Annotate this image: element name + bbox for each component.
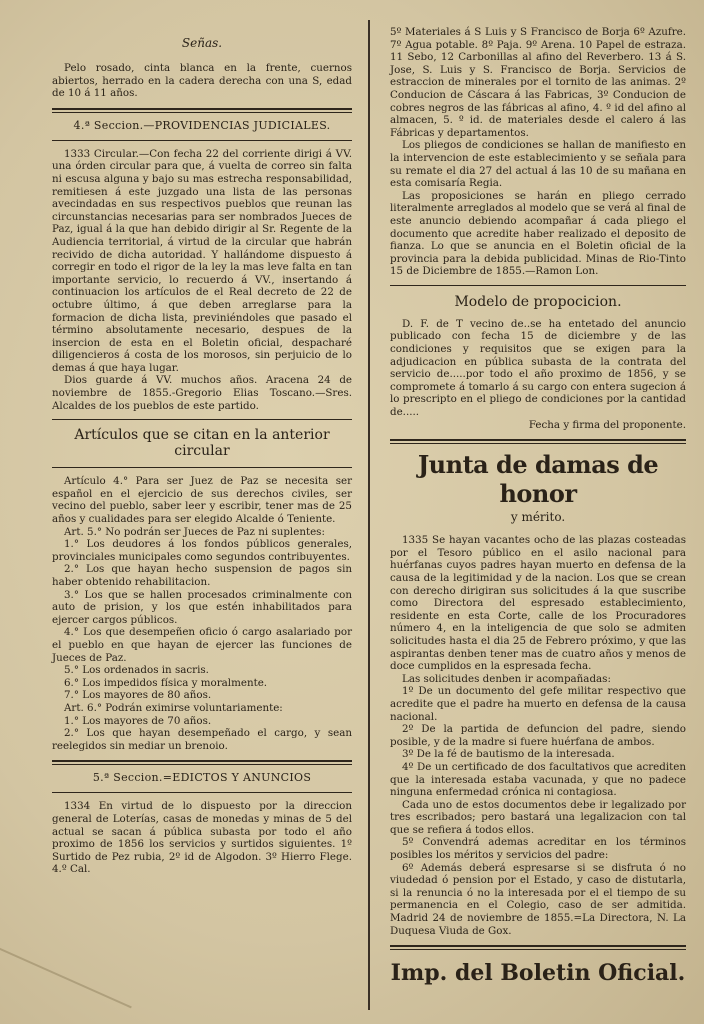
circular-1333: 1333 Circular.—Con fecha 22 del corriente dirigi á VV. una órden circular para que, á vuelta de correo sin falta ni escusa alguna y bajo su mas estrecha responsabilidad, remitiesen á este juzgado una lista de las personas avecindadas en sus respectivos pueblos que reunan las circunstancias necesarias para ser nombrados Jueces de Paz, igual á la que han debido dirigir al Sr. Regente de la Audiencia territorial, á virtud de la circular que habrán recivido de dicha autoridad. Y hallándome dispuesto á corregir en todo el rigor de la ley la mas leve falta en tan importante servicio, lo recuerdo á VV., insertando á continuacion los artículos de el Real decreto de 22 de octubre último, á que deben arreglarse para la formacion de dicha lista, previniéndoles que pasado el término absolutamente necesario, despues de la insercion de esta en el Boletin oficial, despacharé diligencieros á costa de los morosos, sin perjuicio de lo demas á que haya lugar. — [52, 147, 352, 374]
edict-conditions: Los pliegos de condiciones se hallan de manifiesto en la intervencion de este establecimiento y se señala para su remate el dia 27 del actual á las 10 de su mañana en esta comisaría Regia. — [390, 139, 686, 190]
edict-continuation: 5º Materiales á S Luis y S Francisco de Borja 6º Azufre. 7º Agua potable. 8º Paja. 9º Arena. 10 Papel de estraza. 11 Sebo, 12 Carbonillas al afino del Reverbero. 13 á S. Jose, S. Luis y S. Francisco de Borja. Servicios de estraccion de minerales por el tornito de las animas. 2º Conducion de Cáscara á las Fabricas, 3º Conducion de cobres negros de las fábricas al afino, 4. º id del afino al almacen, 5. º id. de materiales desde el calero á las Fábricas y departamentos. — [390, 26, 686, 139]
section-divider — [390, 439, 686, 444]
articulos-title: Artículos que se citan en la anterior circular — [74, 427, 330, 460]
list-item: 5.° Los ordenados in sacris. — [64, 664, 209, 677]
list-item: 1.° Los deudores á los fondos públicos generales, provinciales municipales como segundos contribuyentes. — [52, 538, 352, 563]
list-item: 3º De la fé de bautismo de la interesada. — [402, 748, 615, 761]
circular-signature: Dios guarde á VV. muchos años. Aracena 24 de noviembre de 1855.-Gregorio Elias Toscano.—Sres. Alcaldes de los pueblos de este partido. — [52, 374, 352, 412]
divider — [52, 419, 352, 420]
junta-notice-1335: 1335 Se hayan vacantes ocho de las plazas costeadas por el Tesoro público en el asilo nacional para huérfanas cuyos padres hayan muerto en defensa de la causa de la legitimidad y de la nacion. Los que se crean con derecho dirigiran sus solicitudes á la que suscribe como Directora del espresado establecimiento, residente en esta Corte, calle de los Procuradores número 4, en la inteligencia de que solo se admiten solicitudes hasta el dia 25 de Febrero próximo, y que las aspirantas denben tener mas de cuatro años y menos de doce cumplidos en la espresada fecha. — [390, 534, 686, 673]
edict-1334: 1334 En virtud de lo dispuesto por la direccion general de Loterías, casas de monedas y minas de 5 del actual se sacan á pública subasta por todo el año proximo de 1856 los servicios y surtidos siguientes. 1º Surtido de Pez rubia, 2º id de Algodon. 3º Hierro Flege. 4.º Cal. — [52, 800, 352, 876]
article-5: Art. 5.° No podrán ser Jueces de Paz ni suplentes: — [64, 525, 325, 538]
list-item: 4º De un certificado de dos facultativos que acrediten que la interesada estaba vacunada, y que no padece ninguna enfermedad crónica ni contagiosa. — [390, 760, 686, 799]
modelo-text: D. F. de T vecino de..se ha entetado del anuncio publicado con fecha 15 de diciembre y de las condiciones y requisitos que se exigen para la adjudicacion en pública subasta de la contrata del servicio de.....por todo el año proximo de 1856, y se compromete á tomarlo á su cargo con entera sugecion á lo prescripto en el pliego de condiciones por la cantidad de..... — [390, 317, 686, 419]
edict-proposals: Las proposiciones se harán en pliego cerrado literalmente arreglados al modelo que se verá al final de este anuncio debiendo acompañar á cada pliego el documento que acredite haber realizado el deposito de fianza. Lo que se anuncia en el Boletin oficial de la provincia para la debida publicidad. Minas de Rio-Tinto 15 de Diciembre de 1855.—Ramon Lon. — [390, 189, 686, 278]
senas-text: Pelo rosado, cinta blanca en la frente, cuernos abiertos, herrado en la cadera derecha con una S, edad de 10 á 11 años. — [52, 62, 352, 100]
senas-title: Señas. — [181, 36, 223, 50]
section-divider — [52, 108, 352, 113]
list-item: 2.° Los que hayan desempeñado el cargo, y sean reelegidos sin mediar un brenoio. — [52, 727, 352, 752]
left-column — [52, 36, 352, 876]
list-item: 4.° Los que desempeñen oficio ó cargo asalariado por el pueblo en que hayan de ejercer las funciones de Jueces de Paz. — [52, 626, 352, 664]
section5-title: 5.ª Seccion.=EDICTOS Y ANUNCIOS — [92, 771, 312, 785]
article-6-list — [52, 715, 352, 753]
modelo-signature: Fecha y firma del proponente. — [528, 418, 686, 431]
list-item: 6.° Los impedidos física y moralmente. — [64, 676, 268, 689]
list-item: 7.° Los mayores de 80 años. — [64, 689, 212, 702]
junta-legalization: Cada uno de estos documentos debe ir legalizado por tres escribados; pero bastará una legalizacion con tal que se refiera á todos ellos. — [390, 798, 686, 836]
list-item: 2.° Los que hayan hecho suspension de pagos sin haber obtenido rehabilitacion. — [52, 563, 352, 588]
list-item: 2º De la partida de defuncion del padre, siendo posible, y de la madre si fuere huérfana de ambos. — [390, 723, 686, 748]
imprint: Imp. del Boletin Oficial. — [390, 960, 686, 987]
section-divider — [390, 945, 686, 950]
list-item: 1º De un documento del gefe militar respectivo que acredite que el padre ha muerto en defensa de la causa nacional. — [390, 685, 686, 723]
divider — [390, 285, 686, 286]
divider — [52, 792, 352, 793]
paper-fold-mark — [0, 941, 132, 1024]
junta-title: Junta de damas de honor — [417, 450, 659, 509]
junta-merits: 5º Convendrá ademas acreditar en los términos posibles los méritos y servicios del padre: — [390, 836, 686, 862]
article-6: Art. 6.° Podrán eximirse voluntariamente: — [64, 701, 283, 714]
right-column — [390, 26, 686, 986]
junta-pension: 6º Además deberá espresarse si se disfruta ó no viudedad ó pension por el Estado, y caso de distutarla, si la renuncia ó no la interesada por el el tiempo de su permanencia en el Colegio, caso de ser admitida. Madrid 24 de noviembre de 1855.=La Directora, N. La Duquesa Viuda de Gox. — [390, 861, 686, 937]
modelo-title: Modelo de propocicion. — [454, 293, 622, 310]
junta-subtitle: y mérito. — [510, 510, 566, 525]
list-item: 1.° Los mayores de 70 años. — [64, 714, 212, 727]
divider — [52, 467, 352, 468]
section-divider — [52, 760, 352, 765]
section4-title: 4.ª Seccion.—PROVIDENCIAS JUDICIALES. — [73, 118, 331, 132]
article-5-list — [52, 538, 352, 702]
junta-requirements: Las solicitudes denben ir acompañadas: — [402, 672, 611, 685]
article-4: Artículo 4.° Para ser Juez de Paz se necesita ser español en el ejercicio de sus derechos civiles, ser vecino del pueblo, saber leer y escribir, tener mas de 25 años y cualidades para ser elegido Alcalde ó Teniente. — [52, 475, 352, 526]
column-divider — [368, 20, 370, 1010]
divider — [52, 140, 352, 141]
list-item: 3.° Los que se hallen procesados criminalmente con auto de prision, y los que estén inhabilitados para ejercer cargos públicos. — [52, 588, 352, 626]
